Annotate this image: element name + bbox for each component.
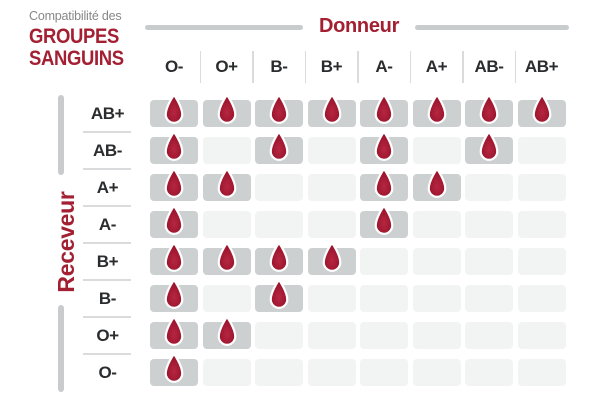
receiver-axis-line-bottom [58, 305, 64, 392]
page-title-line-1: GROUPES [29, 25, 119, 48]
compatibility-cell [203, 211, 251, 238]
compatibility-cell [518, 322, 566, 349]
compatibility-cell [255, 137, 303, 164]
receiver-row-label: A+ [96, 178, 119, 197]
receiver-row-label: A- [98, 215, 117, 234]
donor-col-label: O- [164, 57, 184, 76]
blood-drop-icon [162, 204, 186, 237]
header-separator [515, 51, 517, 83]
donor-col-label: B+ [320, 57, 343, 76]
compatibility-cell [150, 285, 198, 312]
blood-drop-icon [162, 278, 186, 311]
donor-col-label: O+ [215, 57, 238, 76]
donor-col-label: AB- [474, 57, 504, 76]
blood-drop-icon [162, 315, 186, 348]
header-separator [200, 51, 202, 83]
blood-drop-icon [530, 93, 554, 126]
compatibility-cell [360, 211, 408, 238]
compatibility-cell [518, 100, 566, 127]
header-separator [462, 51, 464, 83]
compatibility-cell [518, 174, 566, 201]
compatibility-cell [465, 211, 513, 238]
row-separator [83, 205, 131, 207]
compatibility-cell [150, 100, 198, 127]
compatibility-cell [255, 211, 303, 238]
blood-drop-icon [425, 93, 449, 126]
donor-axis-line-right [415, 25, 569, 30]
compatibility-cell [203, 285, 251, 312]
compatibility-cell [360, 285, 408, 312]
blood-drop-icon [477, 93, 501, 126]
compatibility-cell [360, 137, 408, 164]
compatibility-cell [465, 100, 513, 127]
compatibility-cell [255, 359, 303, 386]
blood-drop-icon [162, 130, 186, 163]
header-separator [252, 51, 254, 83]
blood-drop-icon [215, 241, 239, 274]
blood-drop-icon [162, 352, 186, 385]
compatibility-cell [413, 285, 461, 312]
compatibility-cell [308, 211, 356, 238]
compatibility-cell [203, 248, 251, 275]
compatibility-cell [413, 322, 461, 349]
compatibility-cell [465, 174, 513, 201]
compatibility-cell [308, 322, 356, 349]
blood-drop-icon [372, 93, 396, 126]
blood-drop-icon [215, 167, 239, 200]
blood-drop-icon [477, 130, 501, 163]
blood-drop-icon [162, 167, 186, 200]
compatibility-cell [308, 174, 356, 201]
compatibility-cell [308, 248, 356, 275]
blood-drop-icon [372, 204, 396, 237]
row-separator [83, 131, 131, 133]
compatibility-cell [413, 248, 461, 275]
compatibility-cell [150, 359, 198, 386]
row-separator [83, 168, 131, 170]
compatibility-cell [255, 285, 303, 312]
compatibility-cell [203, 359, 251, 386]
compatibility-cell [255, 322, 303, 349]
compatibility-cell [360, 359, 408, 386]
compatibility-cell [518, 211, 566, 238]
compatibility-cell [518, 248, 566, 275]
compatibility-cell [518, 359, 566, 386]
compatibility-cell [150, 174, 198, 201]
blood-drop-icon [320, 241, 344, 274]
compatibility-cell [203, 137, 251, 164]
compatibility-cell [255, 248, 303, 275]
receiver-row-label: B+ [96, 252, 119, 271]
page-title-line-2: SANGUINS [29, 47, 124, 70]
header-separator [305, 51, 307, 83]
donor-axis-line-left [145, 25, 303, 30]
compatibility-cell [518, 285, 566, 312]
receiver-row-label: O+ [96, 326, 119, 345]
compatibility-cell [465, 248, 513, 275]
receiver-row-label: B- [98, 289, 117, 308]
compatibility-cell [360, 100, 408, 127]
row-separator [83, 242, 131, 244]
compatibility-cell [203, 100, 251, 127]
blood-drop-icon [320, 93, 344, 126]
blood-drop-icon [267, 130, 291, 163]
title-block [29, 9, 137, 70]
blood-drop-icon [267, 278, 291, 311]
compatibility-cell [360, 248, 408, 275]
blood-drop-icon [267, 93, 291, 126]
donor-axis-label: Donneur [318, 15, 400, 37]
compatibility-cell [360, 322, 408, 349]
blood-drop-icon [215, 93, 239, 126]
blood-drop-icon [162, 93, 186, 126]
compatibility-cell [308, 359, 356, 386]
compatibility-cell [465, 359, 513, 386]
header-separator [410, 51, 412, 83]
compatibility-cell [360, 174, 408, 201]
compatibility-cell [465, 137, 513, 164]
compatibility-cell [413, 100, 461, 127]
row-separator [83, 279, 131, 281]
compatibility-cell [150, 322, 198, 349]
receiver-row-label: AB- [92, 141, 122, 160]
row-separator [83, 316, 131, 318]
donor-col-label: A+ [425, 57, 448, 76]
compatibility-cell [255, 100, 303, 127]
compatibility-cell [203, 174, 251, 201]
blood-drop-icon [372, 130, 396, 163]
compatibility-cell [465, 285, 513, 312]
compatibility-cell [465, 322, 513, 349]
compatibility-cell [413, 137, 461, 164]
receiver-axis-label: Receveur [53, 191, 79, 293]
receiver-row-label: O- [98, 363, 117, 382]
compatibility-cell [150, 211, 198, 238]
compatibility-cell [203, 322, 251, 349]
blood-drop-icon [372, 167, 396, 200]
donor-col-label: AB+ [524, 57, 559, 76]
blood-drop-icon [162, 241, 186, 274]
compatibility-cell [308, 100, 356, 127]
compatibility-cell [150, 137, 198, 164]
receiver-row-label: AB+ [90, 104, 125, 123]
header-separator [357, 51, 359, 83]
receiver-axis-line-top [58, 95, 64, 175]
blood-drop-icon [267, 241, 291, 274]
compatibility-cell [413, 211, 461, 238]
compatibility-cell [413, 174, 461, 201]
blood-drop-icon [425, 167, 449, 200]
blood-drop-icon [215, 315, 239, 348]
compatibility-cell [255, 174, 303, 201]
compatibility-cell [413, 359, 461, 386]
donor-col-label: B- [270, 57, 288, 76]
compatibility-cell [308, 285, 356, 312]
compatibility-cell [150, 248, 198, 275]
compatibility-cell [518, 137, 566, 164]
title-eyebrow: Compatibilité des [29, 9, 122, 23]
row-separator [83, 353, 131, 355]
donor-col-label: A- [375, 57, 393, 76]
compatibility-cell [308, 137, 356, 164]
